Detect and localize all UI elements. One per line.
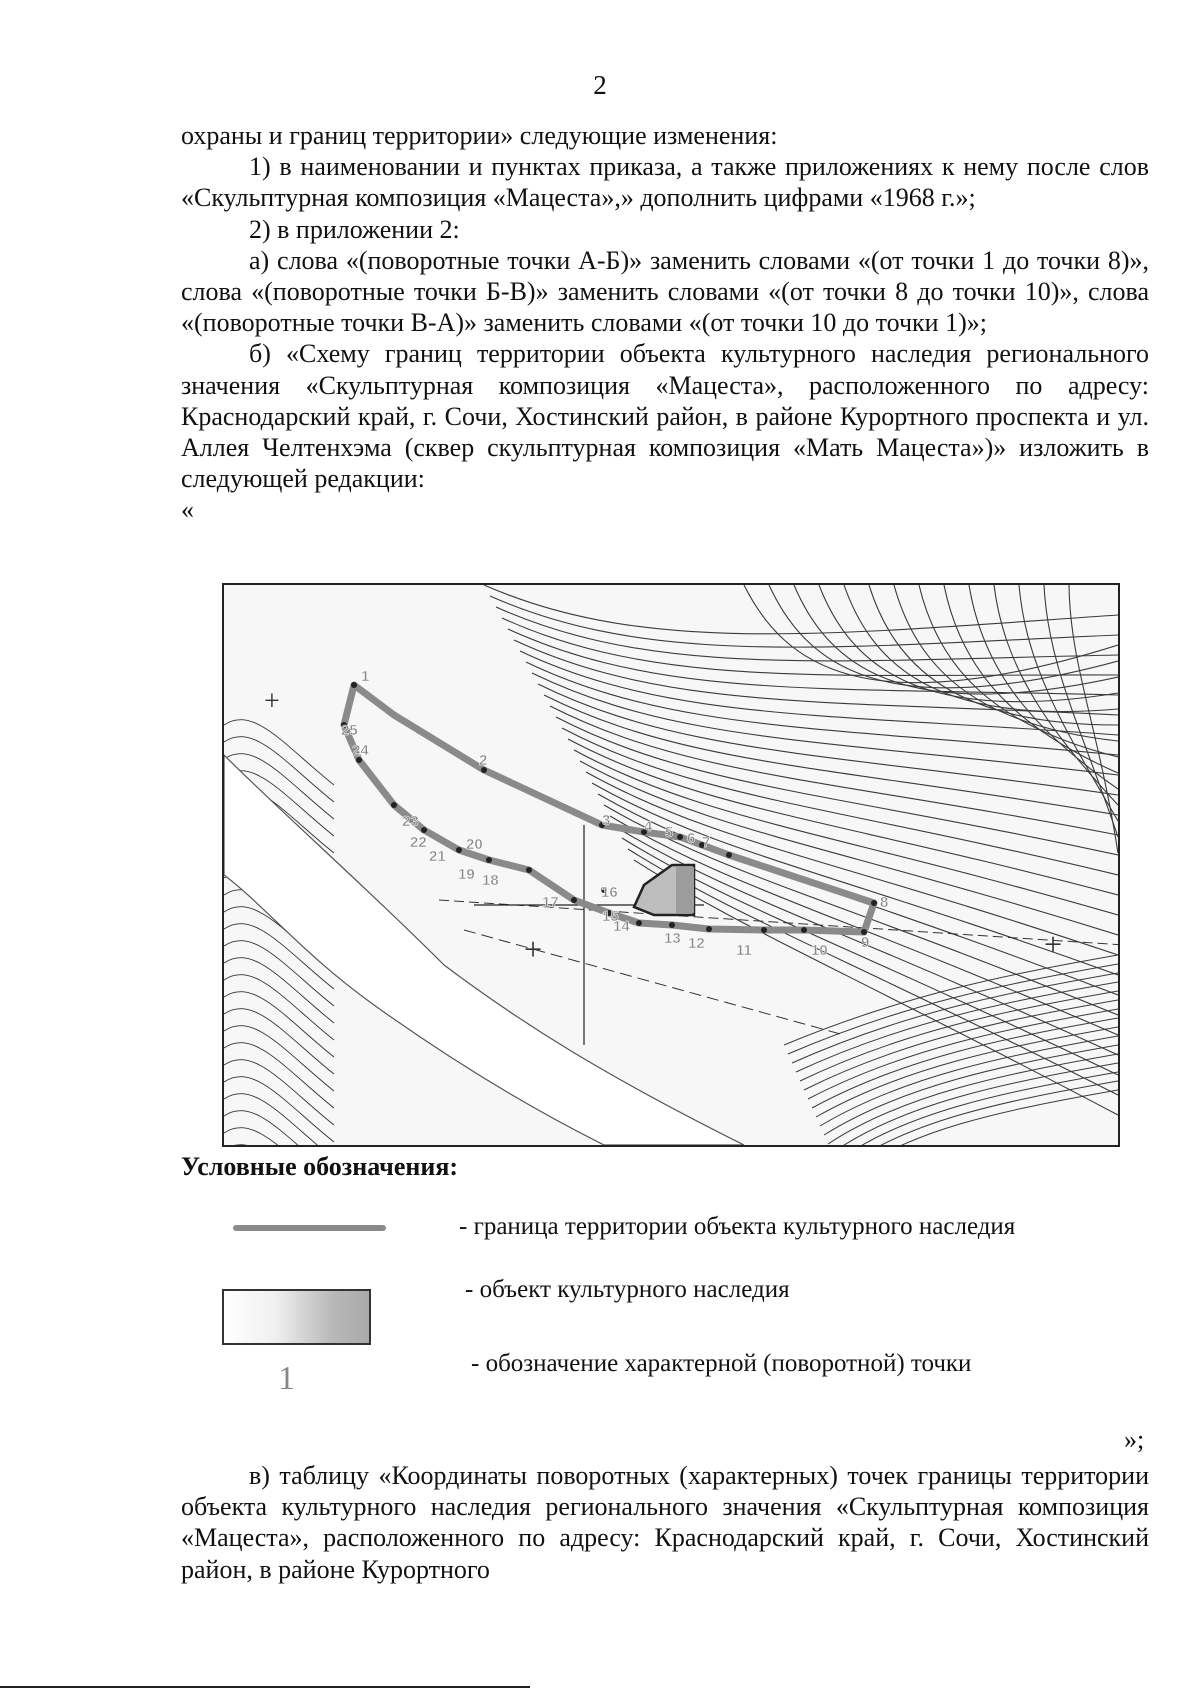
turning-point-dot <box>706 926 712 932</box>
point-label-13: 13 <box>664 930 681 947</box>
turning-point-dot <box>486 857 492 863</box>
turning-point-dot <box>726 852 732 858</box>
turning-point-dot <box>761 927 767 933</box>
point-label-4: 4 <box>644 818 653 835</box>
paragraph-2: 2) в приложении 2: <box>249 214 460 244</box>
point-label-18: 18 <box>482 872 499 889</box>
paragraph-v: в) таблицу «Координаты поворотных (характерных) точек границы территории объекта культурного наследия регионального значения «Скульптурная композиция «Мацеста», расположенного по адресу: Краснодарский край, г. Сочи, Хостинский район, в районе Курортного <box>181 1461 1149 1584</box>
point-label-20: 20 <box>466 836 483 853</box>
heritage-object-shade <box>676 867 694 913</box>
legend-object-box-symbol <box>222 1289 371 1345</box>
turning-point-dot <box>871 900 877 906</box>
point-label-10: 10 <box>811 942 828 959</box>
paragraph-0: охраны и границ территории» следующие изменения: <box>181 121 778 150</box>
boundary-scheme-map <box>222 583 1120 1147</box>
map-svg <box>224 585 1118 1145</box>
turning-point-dot <box>636 920 642 926</box>
turning-point-dot <box>571 897 577 903</box>
legend-object-text: - объект культурного наследия <box>465 1276 790 1303</box>
grid-cross-3: + <box>264 686 280 717</box>
point-label-15: 15 <box>602 908 619 925</box>
point-label-2: 2 <box>479 752 488 769</box>
closing-quote: »; <box>1124 1425 1145 1454</box>
legend-point-text: - обозначение характерной (поворотной) точки <box>471 1350 972 1377</box>
opening-quote: « <box>181 495 194 525</box>
legend-title: Условные обозначения: <box>181 1152 459 1181</box>
turning-point-dot <box>421 827 427 833</box>
point-label-21: 21 <box>429 848 446 865</box>
turning-point-dot <box>669 922 675 928</box>
grid-cross-2: + <box>1044 926 1063 962</box>
legend-boundary-line-symbol <box>233 1225 386 1231</box>
point-label-9: 9 <box>861 934 870 951</box>
turning-point-dot <box>677 834 683 840</box>
paragraph-4: б) «Схему границ территории объекта культурного наследия регионального значения «Скульптурная композиция «Мацеста», расположенного по адресу: Краснодарский край, г. Сочи, Хостинский район, в районе Курортного проспекта и ул. Аллея Челтенхэма (сквер скульптурная композиция «Мать Мацеста»)» изложить в следующей редакции: <box>181 339 1149 494</box>
paragraph-1: 1) в наименовании и пунктах приказа, а также приложениях к нему после слов «Скульптурная композиция «Мацеста»,» дополнить цифрами «1968 г.»; <box>181 152 1149 213</box>
turning-point-dot <box>526 867 532 873</box>
point-label-14: 14 <box>613 918 630 935</box>
point-label-25: 25 <box>341 722 358 739</box>
point-label-7: 7 <box>702 834 711 851</box>
point-label-5: 5 <box>665 824 674 841</box>
point-label-24: 24 <box>352 742 369 759</box>
turning-point-dot <box>351 682 357 688</box>
turning-point-dot <box>801 927 807 933</box>
turning-point-dot <box>456 847 462 853</box>
point-label-3: 3 <box>602 812 611 829</box>
turning-point-dot <box>391 802 397 808</box>
point-label-19: 19 <box>458 866 475 883</box>
point-label-6: 6 <box>687 830 696 847</box>
point-label-16: 16 <box>601 884 618 901</box>
legend-point-symbol: 1 <box>278 1360 295 1397</box>
point-label-17: 17 <box>542 894 559 911</box>
point-label-12: 12 <box>688 935 705 952</box>
paragraph-3: а) слова «(поворотные точки А-Б)» заменить словами «(от точки 1 до точки 8)», слова «(поворотные точки Б-В)» заменить словами «(от точки 8 до точки 10)», слова «(поворотные точки В-А)» заменить словами «(от точки 10 до точки 1)»; <box>181 245 1149 338</box>
grid-cross-1: + <box>524 931 543 967</box>
point-label-23: 23 <box>402 813 419 830</box>
body-text-bottom <box>181 1460 1149 1585</box>
point-label-8: 8 <box>880 894 889 911</box>
point-label-1: 1 <box>361 668 370 685</box>
point-label-11: 11 <box>736 942 752 959</box>
point-label-22: 22 <box>410 834 427 851</box>
footer-rule <box>0 1686 530 1688</box>
page-number: 2 <box>593 70 607 100</box>
body-text-top <box>181 120 1149 526</box>
legend-boundary-text: - граница территории объекта культурного наследия <box>459 1213 1016 1240</box>
